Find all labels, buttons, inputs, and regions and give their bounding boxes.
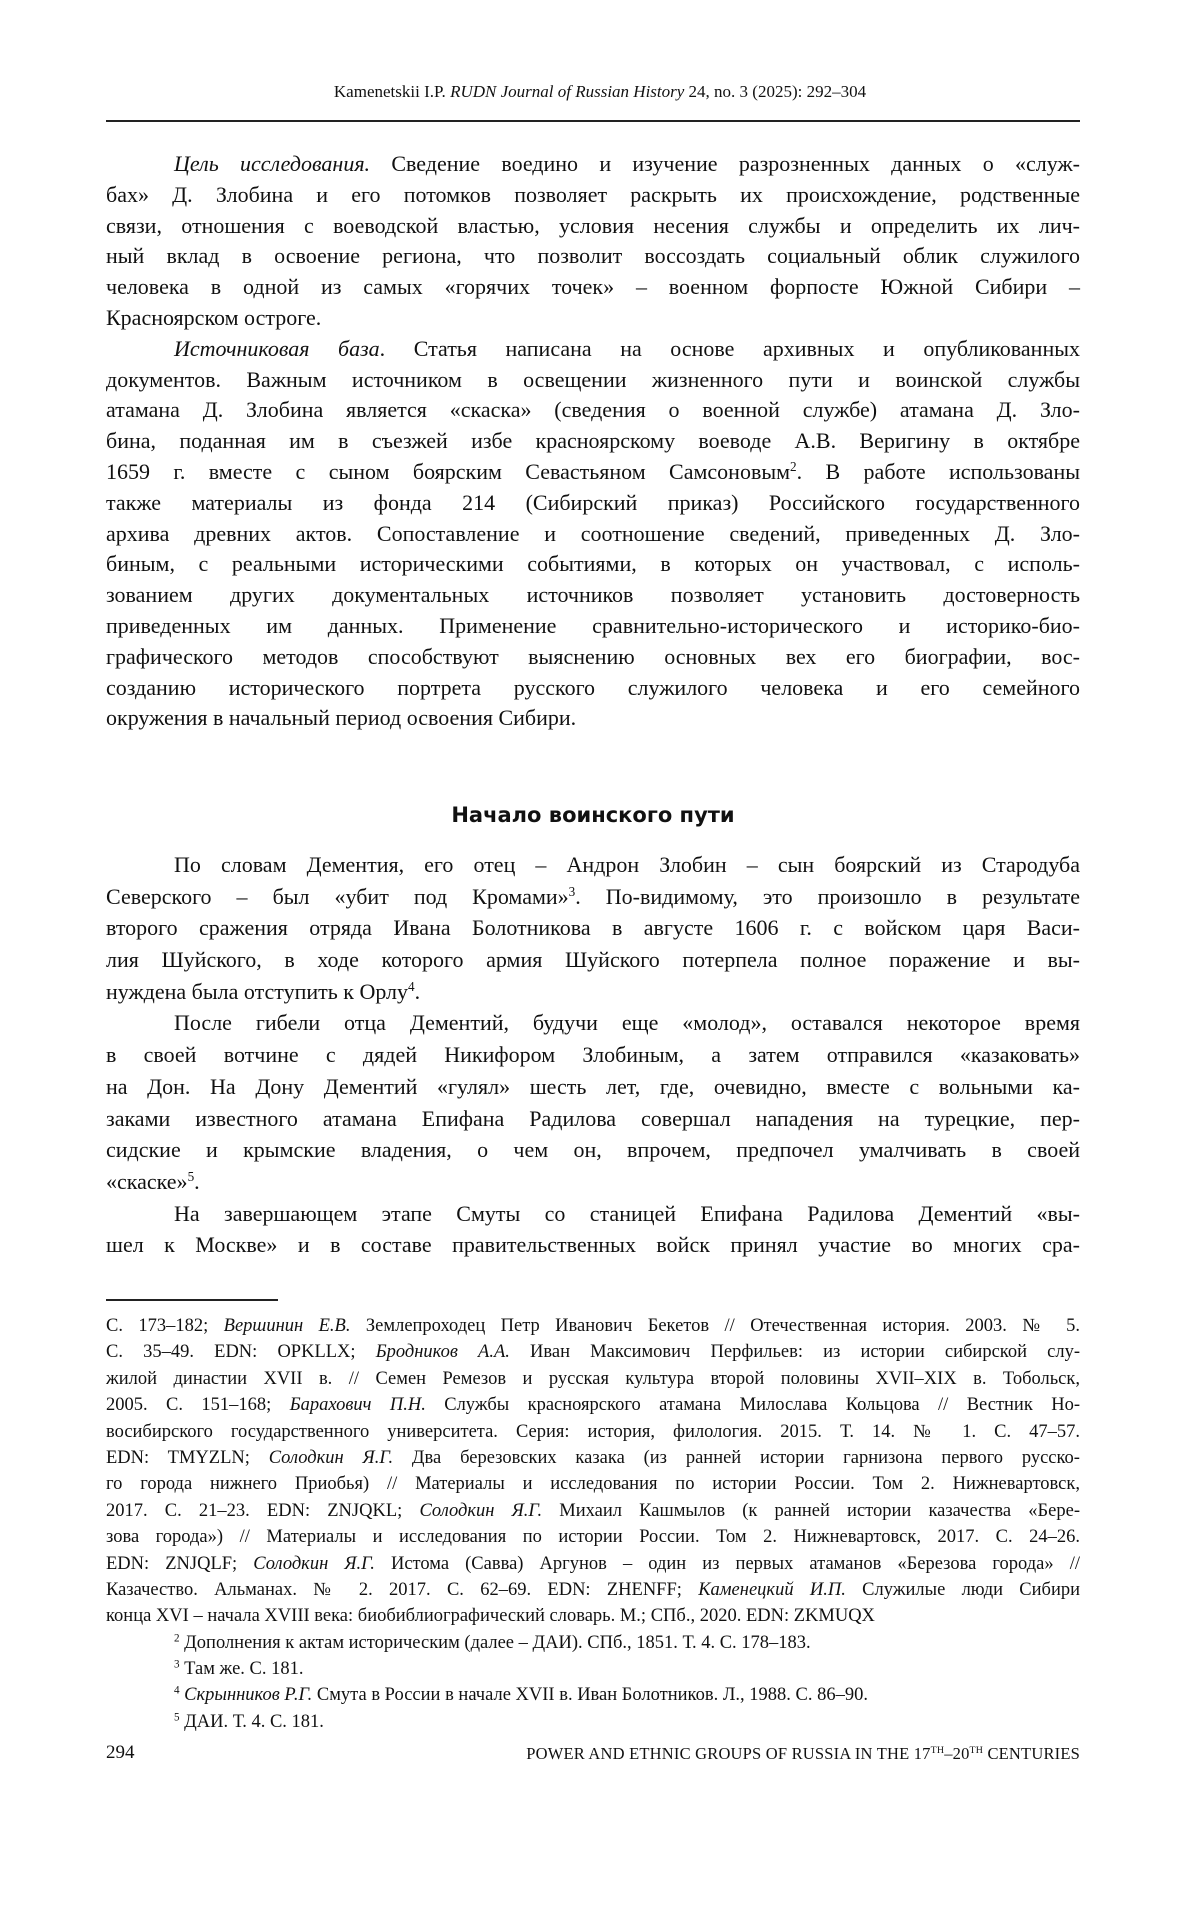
text: архива древних актов. Сопоставление и соотношение сведений, приведенных Д. Зло-	[106, 521, 1080, 546]
paragraph	[106, 1198, 1080, 1261]
text-line	[106, 673, 1080, 704]
text-line	[106, 365, 1080, 396]
text: атамана Д. Злобина является «скаска» (сведения о военной службе) атамана Д. Зло-	[106, 397, 1080, 422]
text: . По-видимому, это произошло в результате	[575, 884, 1080, 909]
text-line	[106, 611, 1080, 642]
text-line	[106, 549, 1080, 580]
text: Северского – был «убит под Кромами»	[106, 884, 569, 909]
text: 2005. С. 151–168;	[106, 1395, 290, 1415]
text-line	[106, 1339, 1080, 1365]
text-line	[106, 1229, 1080, 1261]
text: Красноярском остроге.	[106, 305, 321, 330]
text-line	[106, 1656, 1080, 1682]
text: связи, отношения с воеводской властью, условия несения службы и определить их лич-	[106, 213, 1080, 238]
text: зова города») // Материалы и исследования по истории России. Том 2. Нижневартовск, 2017. С. 24–26.	[106, 1527, 1080, 1547]
footer-series-title	[526, 1744, 1080, 1764]
text: ный вклад в освоение региона, что позволит воссоздать социальный облик служилого	[106, 243, 1080, 268]
footnote	[106, 1313, 1080, 1630]
text: Там же. С. 181.	[180, 1659, 304, 1679]
footnote	[106, 1656, 1080, 1682]
text-line	[106, 1682, 1080, 1708]
text-line	[106, 881, 1080, 913]
text: лия Шуйского, в ходе которого армия Шуйского потерпела полное поражение и вы-	[106, 947, 1080, 972]
text: «скаске»	[106, 1169, 188, 1194]
text: окружения в начальный период освоения Сибири.	[106, 705, 576, 730]
text-line	[106, 580, 1080, 611]
text-line	[106, 1445, 1080, 1471]
text-line	[106, 1166, 1080, 1198]
text: бах» Д. Злобина и его потомков позволяет раскрыть их происхождение, родственные	[106, 182, 1080, 207]
text: Казачество. Альманах. № 2. 2017. С. 62–69. EDN: ZHENFF;	[106, 1580, 698, 1600]
text-line	[106, 976, 1080, 1008]
italic-text: Цель исследования.	[174, 151, 370, 176]
italic-text: Скрынников Р.Г.	[184, 1685, 312, 1705]
text-line	[106, 1134, 1080, 1166]
text-line	[106, 703, 1080, 734]
text: жилой династии XVII в. // Семен Ремезов и русская культура второй половины XVII–XIX в. Тобольск,	[106, 1369, 1080, 1389]
text: в своей вотчине с дядей Никифором Злобиным, а затем отправился «казаковать»	[106, 1042, 1080, 1067]
text: Михаил Кашмылов (к ранней истории казачества «Бере-	[542, 1501, 1080, 1521]
text-line	[106, 1577, 1080, 1603]
text-line	[106, 1603, 1080, 1629]
footer-title-sup: TH	[931, 1745, 945, 1756]
text-line	[106, 426, 1080, 457]
text: Землепроходец Петр Иванович Бекетов // Отечественная история. 2003. № 5.	[351, 1316, 1081, 1336]
text: ДАИ. Т. 4. С. 181.	[180, 1712, 324, 1732]
text-line	[106, 1313, 1080, 1339]
text-line	[106, 912, 1080, 944]
text: человека в одной из самых «горячих точек» – военном форпосте Южной Сибири –	[106, 274, 1080, 299]
text: созданию исторического портрета русского служилого человека и его семейного	[106, 675, 1080, 700]
footer-title-part: –20	[944, 1744, 969, 1763]
text: С. 35–49. EDN: OPKLLX;	[106, 1342, 376, 1362]
text: также материалы из фонда 214 (Сибирский приказ) Российского государственного	[106, 490, 1080, 515]
footer-title-part: CENTURIES	[983, 1744, 1080, 1763]
text: .	[194, 1169, 200, 1194]
footnote-ref: 3	[569, 884, 576, 899]
footnote-ref: 4	[408, 979, 415, 994]
footer-title-sup: TH	[970, 1745, 984, 1756]
footnote-ref: 3	[174, 1658, 180, 1670]
italic-text: Солодкин Я.Г.	[419, 1501, 542, 1521]
running-head-author: Kamenetskii I.P.	[334, 82, 450, 101]
text: Два березовских казака (из ранней истории гарнизона первого русско-	[393, 1448, 1080, 1468]
text-line	[106, 180, 1080, 211]
text-line	[106, 1419, 1080, 1445]
section-intro	[106, 149, 1080, 734]
text: . В работе использованы	[797, 459, 1080, 484]
text-line	[106, 1709, 1080, 1735]
text: конца XVI – начала XVIII века: биобиблиографический словарь. М.; СПб., 2020. EDN: ZKMUQX	[106, 1606, 875, 1626]
text-line	[106, 849, 1080, 881]
text: восибирского государственного университета. Серия: история, филология. 2015. Т. 14. № 1. С. 47–57.	[106, 1422, 1080, 1442]
running-head-issue: 24, no. 3 (2025): 292–304	[684, 82, 866, 101]
text: биным, с реальными историческими событиями, в которых он участвовал, с исполь-	[106, 551, 1080, 576]
text-line	[106, 1007, 1080, 1039]
footnote-ref: 4	[174, 1685, 180, 1697]
text-line	[106, 334, 1080, 365]
running-head-journal: RUDN Journal of Russian History	[450, 82, 684, 101]
page-number: 294	[106, 1742, 135, 1764]
text-line	[106, 1498, 1080, 1524]
text-line	[106, 519, 1080, 550]
text-line	[106, 395, 1080, 426]
paragraph	[106, 1007, 1080, 1197]
italic-text: Солодкин Я.Г.	[253, 1554, 375, 1574]
text-line	[106, 1471, 1080, 1497]
paragraph	[106, 849, 1080, 1007]
text: Иван Максимович Перфильев: из истории сибирской слу-	[510, 1342, 1080, 1362]
footnote	[106, 1709, 1080, 1735]
paragraph	[106, 334, 1080, 734]
italic-text: Источниковая база	[174, 336, 380, 361]
text: го города нижнего Приобья) // Материалы и исследования по истории России. Том 2. Нижневартовск,	[106, 1474, 1080, 1494]
text-line	[106, 488, 1080, 519]
text: Сведение воедино и изучение разрозненных данных о «служ-	[370, 151, 1080, 176]
text-line	[106, 457, 1080, 488]
text: графического методов способствуют выяснению основных вех его биографии, вос-	[106, 644, 1080, 669]
footer-title-part: POWER AND ETHNIC GROUPS OF RUSSIA IN THE 17	[526, 1744, 930, 1763]
text-line	[106, 1071, 1080, 1103]
text-line	[106, 303, 1080, 334]
footnote-ref: 2	[174, 1632, 180, 1644]
text: приведенных им данных. Применение сравнительно-исторического и историко-био-	[106, 613, 1080, 638]
text: Служилые люди Сибири	[846, 1580, 1080, 1600]
footnote-ref: 2	[790, 459, 797, 474]
text: 1659 г. вместе с сыном боярским Севастьяном Самсоновым	[106, 459, 790, 484]
footnote	[106, 1630, 1080, 1656]
text-line	[106, 211, 1080, 242]
text-line	[106, 642, 1080, 673]
italic-text: Солодкин Я.Г.	[269, 1448, 393, 1468]
text: нуждена была отступить к Орлу	[106, 979, 408, 1004]
text-line	[106, 1630, 1080, 1656]
text: По словам Дементия, его отец – Андрон Злобин – сын боярский из Стародуба	[174, 852, 1080, 877]
header-rule	[106, 120, 1080, 122]
text-line	[106, 1198, 1080, 1230]
text-line	[106, 1551, 1080, 1577]
text: После гибели отца Дементий, будучи еще «молод», оставался некоторое время	[174, 1010, 1080, 1035]
text: На завершающем этапе Смуты со станицей Епифана Радилова Дементий «вы-	[174, 1201, 1080, 1226]
italic-text: Бродников А.А.	[376, 1342, 510, 1362]
text: 2017. С. 21–23. EDN: ZNJQKL;	[106, 1501, 419, 1521]
running-head	[0, 82, 1200, 102]
text: второго сражения отряда Ивана Болотникова в августе 1606 г. с войском царя Васи-	[106, 915, 1080, 940]
footnote-ref: 5	[174, 1711, 180, 1723]
text-line	[106, 149, 1080, 180]
text: шел к Москве» и в составе правительственных войск принял участие во многих сра-	[106, 1232, 1080, 1257]
text-line	[106, 1392, 1080, 1418]
text: на Дон. На Дону Дементий «гулял» шесть лет, где, очевидно, вместе с вольными ка-	[106, 1074, 1080, 1099]
footnote	[106, 1682, 1080, 1708]
footnote-rule	[106, 1299, 278, 1301]
text: Дополнения к актам историческим (далее – ДАИ). СПб., 1851. Т. 4. С. 178–183.	[180, 1633, 811, 1653]
text-line	[106, 1366, 1080, 1392]
text: Смута в России в начале XVII в. Иван Болотников. Л., 1988. С. 86–90.	[312, 1685, 868, 1705]
italic-text: Каменецкий И.П.	[698, 1580, 846, 1600]
text: бина, поданная им в съезжей избе красноярскому воеводе А.В. Веригину в октябре	[106, 428, 1080, 453]
section-military-path	[106, 849, 1080, 1261]
text: EDN: TMYZLN;	[106, 1448, 269, 1468]
text-line	[106, 272, 1080, 303]
footnotes	[106, 1313, 1080, 1735]
text-line	[106, 241, 1080, 272]
italic-text: Вершинин Е.В.	[224, 1316, 351, 1336]
text: EDN: ZNJQLF;	[106, 1554, 253, 1574]
text: документов. Важным источником в освещении жизненного пути и воинской службы	[106, 367, 1080, 392]
text-line	[106, 1103, 1080, 1135]
text: С. 173–182;	[106, 1316, 224, 1336]
paragraph	[106, 149, 1080, 334]
text: Истома (Савва) Аргунов – один из первых атаманов «Березова города» //	[375, 1554, 1080, 1574]
text: Службы красноярского атамана Милослава Кольцова // Вестник Но-	[426, 1395, 1080, 1415]
text: . Статья написана на основе архивных и опубликованных	[380, 336, 1080, 361]
text-line	[106, 1524, 1080, 1550]
text: .	[415, 979, 421, 1004]
text: сидские и крымские владения, о чем он, впрочем, предпочел умалчивать в своей	[106, 1137, 1080, 1162]
italic-text: Барахович П.Н.	[290, 1395, 426, 1415]
text: зованием других документальных источников позволяет установить достоверность	[106, 582, 1080, 607]
text-line	[106, 1039, 1080, 1071]
text: заками известного атамана Епифана Радилова совершал нападения на турецкие, пер-	[106, 1106, 1080, 1131]
footnote-ref: 5	[188, 1169, 195, 1184]
section-heading: Начало воинского пути	[106, 803, 1080, 827]
text-line	[106, 944, 1080, 976]
